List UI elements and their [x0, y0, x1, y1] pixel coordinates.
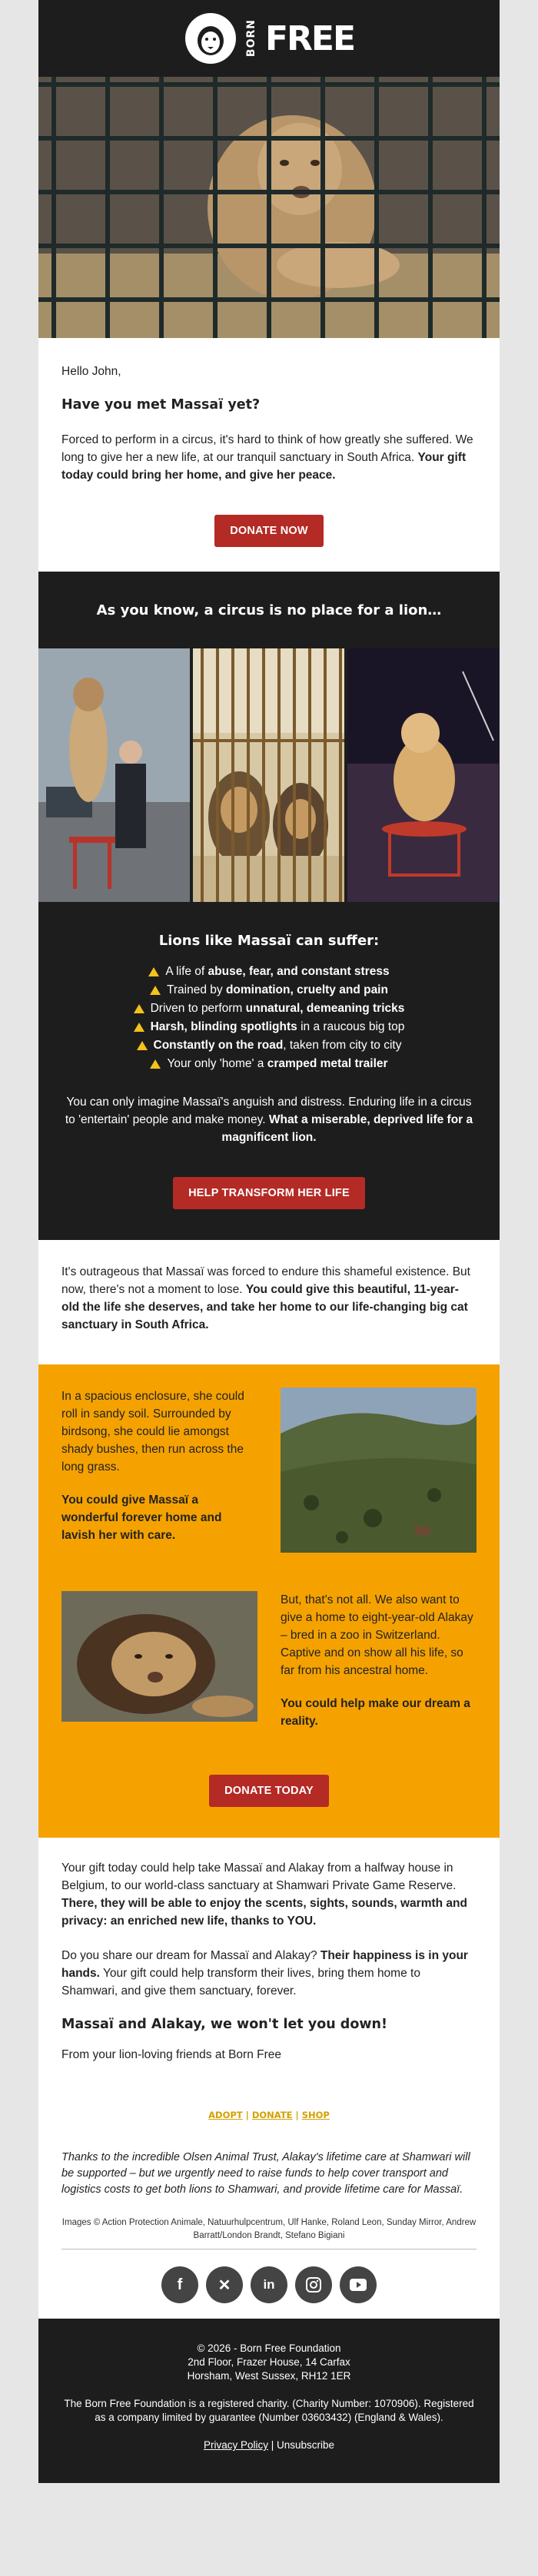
warning-icon — [137, 1041, 148, 1050]
facebook-icon[interactable]: f — [161, 2266, 198, 2303]
circus-banner: As you know, a circus is no place for a lion… — [38, 572, 500, 648]
help-transform-button[interactable]: HELP TRANSFORM HER LIFE — [173, 1177, 365, 1209]
photo-sanctuary-landscape — [281, 1387, 477, 1553]
enclosure-paragraph: In a spacious enclosure, she could roll in sandy soil. Surrounded by birdsong, she could lie amongst shady bushes, then run across the long grass. — [61, 1390, 244, 1474]
x-icon[interactable]: ✕ — [206, 2266, 243, 2303]
image-credits: Images © Action Protection Animale, Natuurhulpcentrum, Ulf Hanke, Roland Leon, Sunday Mirror, Andrew Barratt/London Brandt, Stefano Bigiani — [61, 2218, 477, 2240]
thanks-note: Thanks to the incredible Olsen Animal Trust, Alakay's lifetime care at Shamwari will be supported – but we urgently need to raise funds to help cover transport and logistics costs to get both lions to Shamwari, and provide lifetime care for Massaï. — [61, 2151, 470, 2196]
greeting: Hello John, — [61, 365, 121, 378]
suffer-list — [134, 963, 405, 1073]
youtube-icon[interactable] — [340, 2266, 377, 2303]
wonderful-home-paragraph: You could give Massaï a wonderful forever home and lavish her with care. — [61, 1494, 222, 1542]
circus-photo-strip — [38, 648, 500, 902]
list-item: Constantly on the road, taken from city to city — [134, 1036, 405, 1055]
closing-heading: Massaï and Alakay, we won't let you down! — [61, 2017, 387, 2032]
footer: © 2026 - Born Free Foundation 2nd Floor, Frazer House, 14 Carfax Horsham, West Sussex, RH12 1ER The Born Free Foundation is a registered charity. (Charity Number: 1070906). Registered as a company limited by guarantee (Number 03603432) (England & Wales). Privacy Policy | Unsubscribe — [38, 2319, 500, 2483]
warning-icon — [150, 1059, 161, 1069]
dream-reality-paragraph: You could help make our dream a reality. — [281, 1697, 470, 1728]
list-item: Driven to perform unnatural, demeaning tricks — [134, 1000, 405, 1018]
suffer-paragraph: You can only imagine Massaï's anguish and distress. Enduring life in a circus to 'entertain' people and make money. What a miserable, deprived life for a magnificent lion. — [65, 1096, 473, 1144]
warning-icon — [134, 1004, 144, 1013]
outrage-section — [38, 1240, 500, 1364]
list-item: A life of abuse, fear, and constant stress — [134, 963, 405, 981]
donate-link[interactable]: DONATE — [251, 2110, 293, 2120]
list-item: Trained by domination, cruelty and pain — [134, 981, 405, 1000]
social-icons — [38, 2266, 500, 2303]
shop-link[interactable]: SHOP — [301, 2110, 330, 2120]
warning-icon — [150, 986, 161, 995]
suffer-title: Lions like Massaï can suffer: — [158, 933, 380, 949]
privacy-policy-link[interactable]: Privacy Policy — [203, 2439, 268, 2451]
photo-lioness-on-pedestal — [347, 648, 499, 902]
photo-lion-with-trainer — [38, 648, 190, 902]
address-line: 2nd Floor, Frazer House, 14 Carfax — [188, 2356, 350, 2368]
list-item: Harsh, blinding spotlights in a raucous big top — [134, 1018, 405, 1036]
outrage-paragraph: It's outrageous that Massaï was forced to endure this shameful existence. But now, there's not a moment to lose. You could give this beautiful, 11-year-old the life she deserves, and take her home to our life-changing big cat sanctuary in South Africa. — [61, 1265, 470, 1331]
born-free-logo[interactable] — [184, 12, 354, 65]
closing-section — [38, 1838, 500, 2064]
logo-born-text: BORN — [244, 19, 257, 58]
halfway-house-paragraph: Your gift today could help take Massaï and Alakay from a halfway house in Belgium, to our world-class sanctuary at Shamwari Private Game Reserve. There, they will be able to enjoy the scents, sights, sounds, warmth and privacy: an enriched new life, thanks to YOU. — [61, 1862, 467, 1928]
header — [38, 0, 500, 77]
share-dream-paragraph: Do you share our dream for Massaï and Alakay? Their happiness is in your hands. Your gift could help transform their lives, bring them home to Shamwari, and give them sanctuary, forever. — [61, 1949, 468, 1997]
instagram-icon[interactable] — [295, 2266, 332, 2303]
donate-today-button[interactable]: DONATE TODAY — [209, 1775, 329, 1807]
logo-free-text: FREE — [264, 18, 355, 58]
warning-icon — [148, 967, 159, 976]
photo-lions-behind-bars — [193, 648, 344, 902]
charity-info: The Born Free Foundation is a registered charity. (Charity Number: 1070906). Registered as a company limited by guarantee (Number 03603432) (England & Wales). — [64, 2398, 474, 2423]
hero-image-caged-lioness — [38, 77, 500, 338]
unsubscribe-link[interactable]: Unsubscribe — [277, 2439, 335, 2451]
list-item: Your only 'home' a cramped metal trailer — [134, 1055, 405, 1073]
alakay-paragraph: But, that's not all. We also want to give a home to eight-year-old Alakay – bred in a zoo in Switzerland. Captive and on show all his life, so far from his ancestral home. — [281, 1593, 473, 1677]
adopt-link[interactable]: ADOPT — [208, 2110, 243, 2120]
intro-section — [38, 338, 500, 547]
intro-heading: Have you met Massaï yet? — [61, 397, 261, 413]
signoff: From your lion-loving friends at Born Free — [61, 2048, 282, 2061]
copyright: © 2026 - Born Free Foundation — [197, 2342, 341, 2354]
intro-paragraph: Forced to perform in a circus, it's hard to think of how greatly she suffered. We long to give her a new life, at our tranquil sanctuary in South Africa. Your gift today could bring her home, and give her peace. — [61, 433, 473, 482]
linkedin-icon[interactable]: in — [251, 2266, 287, 2303]
footer-links: ADOPT | DONATE | SHOP — [208, 2110, 330, 2120]
lion-head-icon — [184, 12, 237, 65]
email-body — [38, 0, 500, 2483]
donate-now-button[interactable]: DONATE NOW — [214, 515, 324, 547]
warning-icon — [134, 1023, 144, 1032]
dream-section — [38, 1364, 500, 1838]
address-line: Horsham, West Sussex, RH12 1ER — [187, 2370, 351, 2382]
suffer-section — [38, 902, 500, 1240]
photo-lion-alakay — [61, 1591, 257, 1722]
